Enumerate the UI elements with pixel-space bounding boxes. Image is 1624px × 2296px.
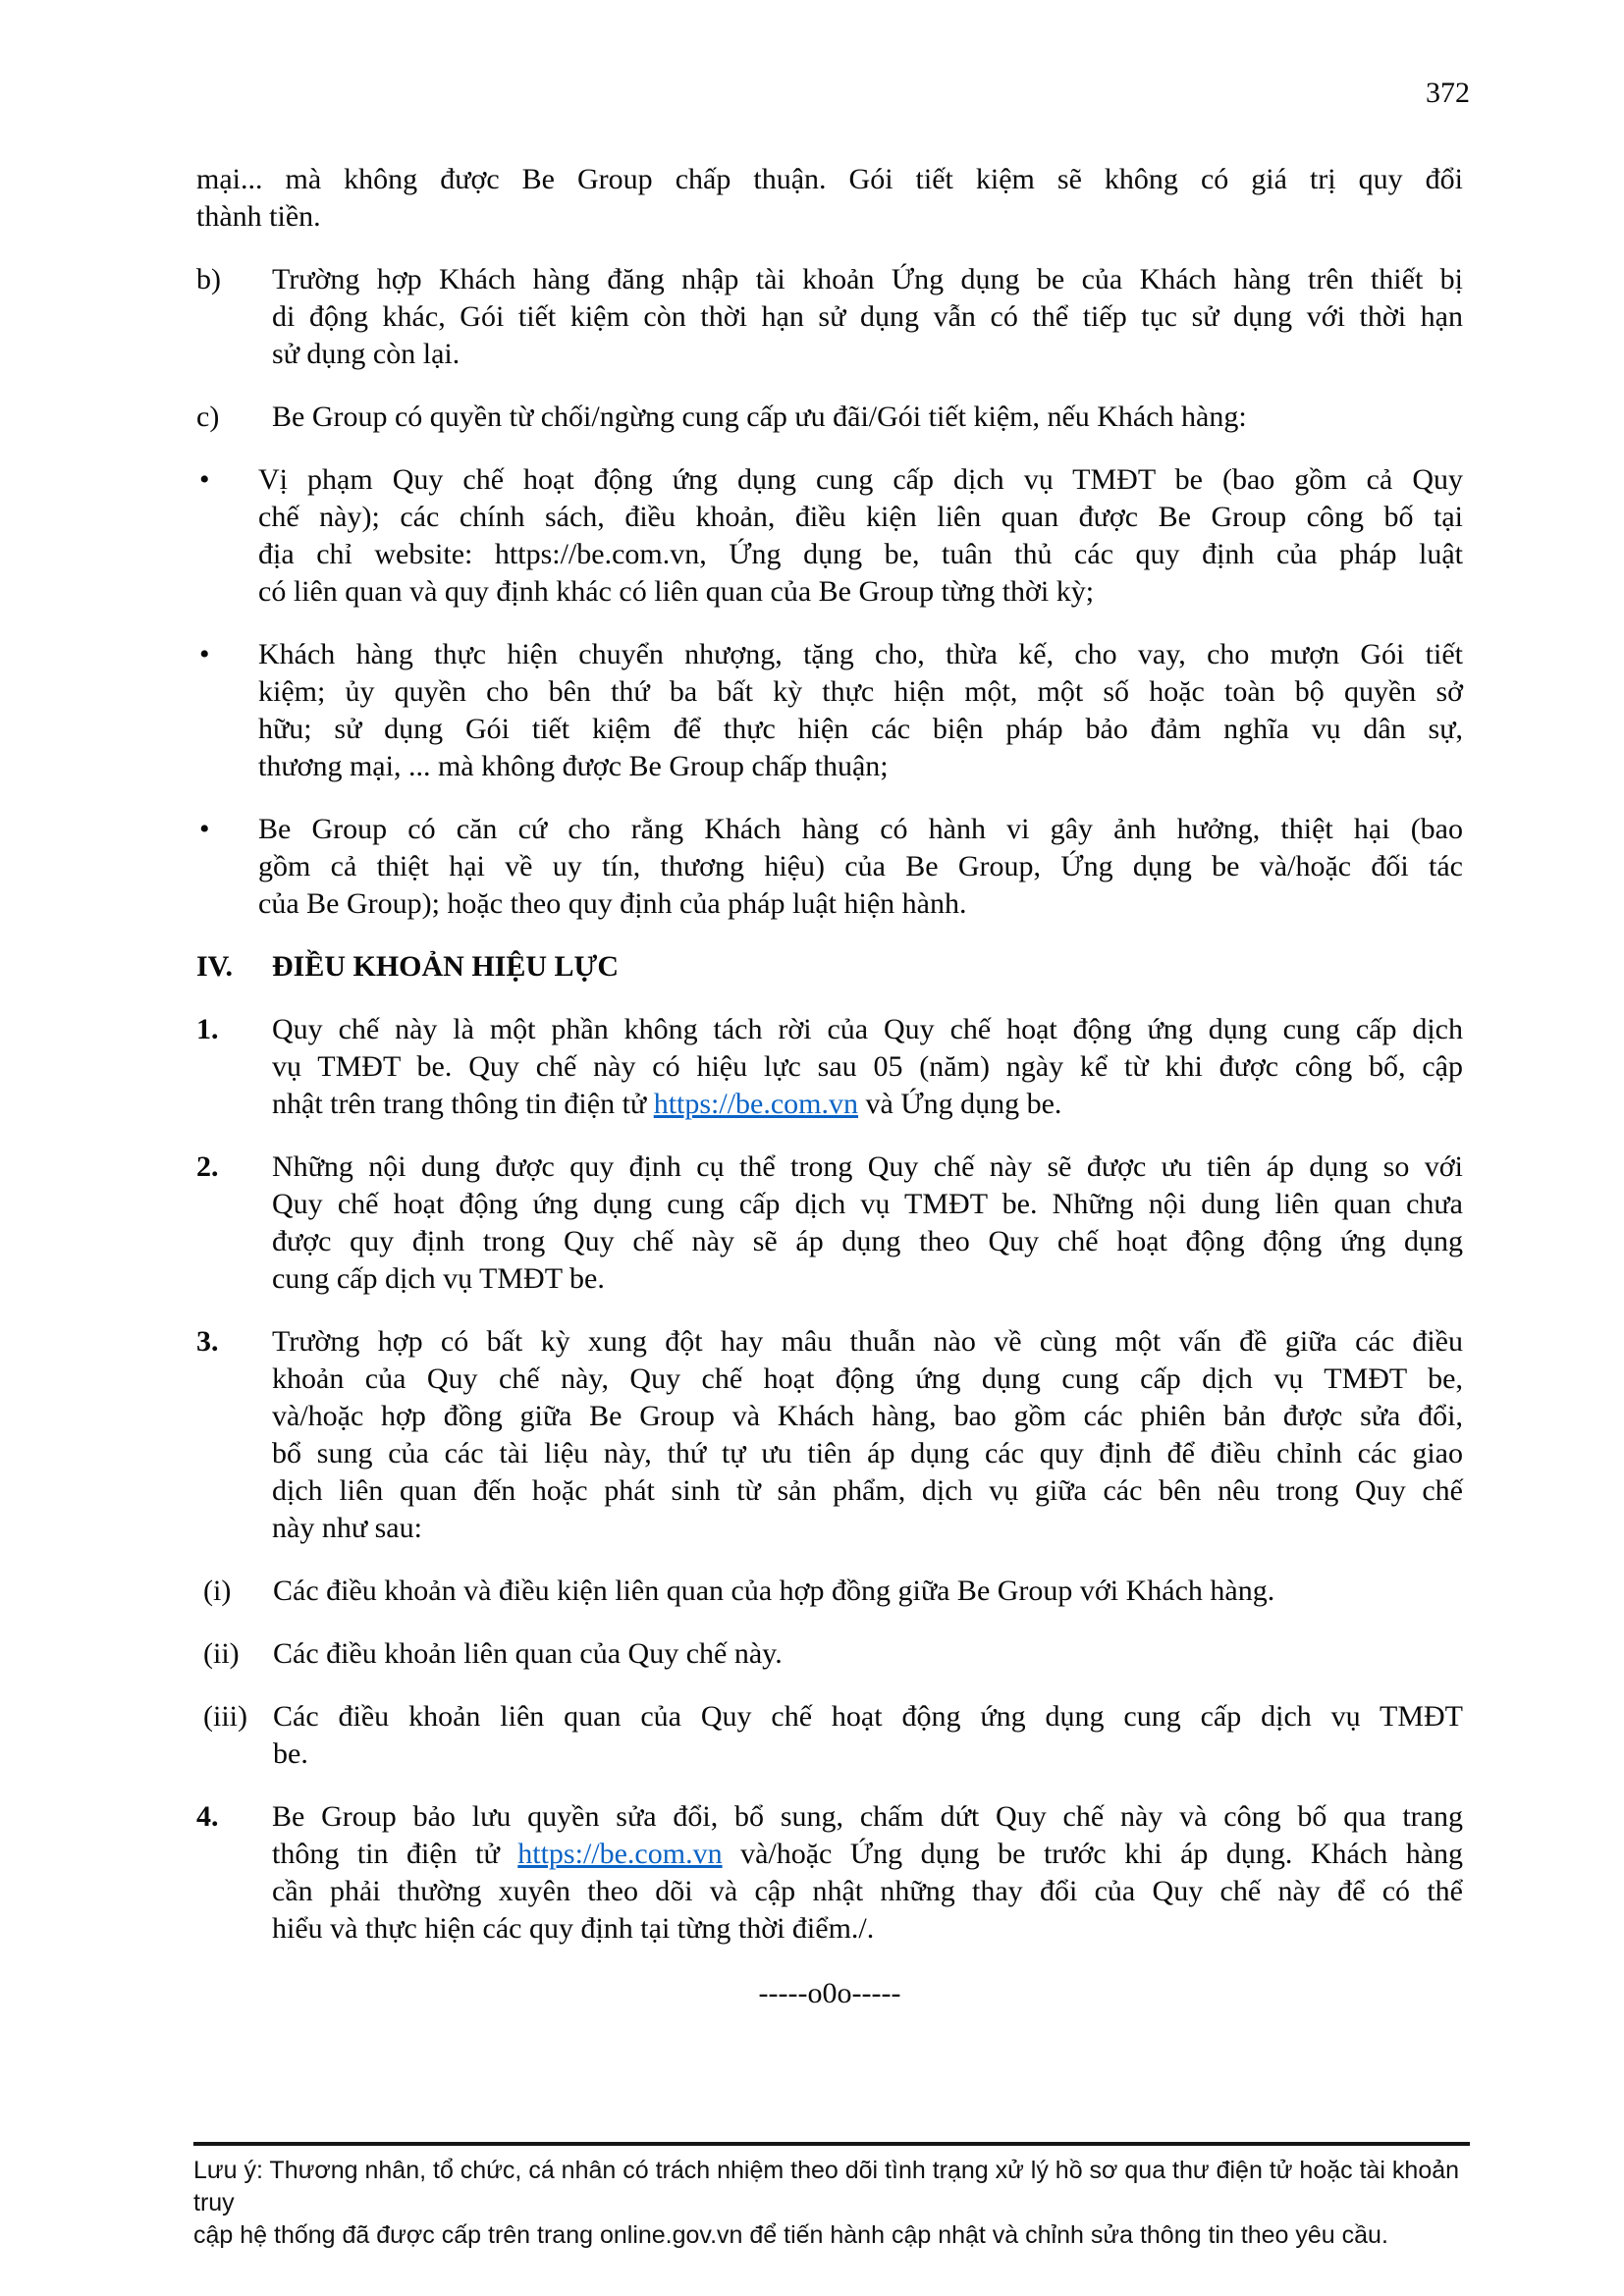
roman-subitem-ii (196, 1635, 1463, 1673)
page-footer (193, 2142, 1470, 2252)
text-line: cập hệ thống đã được cấp trên trang online.gov.vn để tiến hành cập nhật và chỉnh sửa thông tin theo yêu cầu. (193, 2221, 1388, 2249)
bullet-icon: • (199, 638, 210, 670)
item-text (272, 1148, 1463, 1298)
bullet-text (258, 636, 1463, 785)
item-text (272, 1798, 1463, 1948)
text-span: nhật trên trang thông tin điện tử (272, 1088, 654, 1120)
text-span: và/hoặc Ứng dụng be trước khi áp dụng. Khách hàng (722, 1838, 1464, 1870)
text-line: bổ sung của các tài liệu này, thứ tự ưu tiên áp dụng các quy định để điều chỉnh các giao (272, 1437, 1463, 1469)
text-line: và/hoặc hợp đồng giữa Be Group và Khách hàng, bao gồm các phiên bản được sửa đổi, (272, 1400, 1463, 1432)
text-line: Quy chế hoạt động ứng dụng cung cấp dịch vụ TMĐT be. Những nội dung liên quan chưa (272, 1188, 1463, 1220)
subitem-text (273, 1573, 1463, 1610)
numbered-item-4 (196, 1798, 1463, 1948)
text-line: khoản của Quy chế này, Quy chế hoạt động ứng dụng cung cấp dịch vụ TMĐT be, (272, 1362, 1463, 1395)
end-separator: -----o0o----- (758, 1977, 901, 2009)
subitem-label: (iii) (203, 1700, 247, 1733)
footer-note (193, 2155, 1470, 2252)
text-line: Be Group có quyền từ chối/ngừng cung cấp ưu đãi/Gói tiết kiệm, nếu Khách hàng: (272, 400, 1247, 433)
text-line: dịch liên quan đến hoặc phát sinh từ sản phẩm, dịch vụ giữa các bên nêu trong Quy chế (272, 1474, 1463, 1507)
item-text (272, 1011, 1463, 1123)
lettered-item-b (196, 261, 1463, 373)
numbered-item-2 (196, 1148, 1463, 1298)
text-line: vụ TMĐT be. Quy chế này có hiệu lực sau 05 (năm) ngày kể từ khi được công bố, cập (272, 1050, 1463, 1083)
text-line: Khách hàng thực hiện chuyển nhượng, tặng cho, thừa kế, cho vay, cho mượn Gói tiết (258, 638, 1463, 670)
bullet-icon: • (199, 463, 210, 496)
item-number: 3. (196, 1325, 219, 1358)
item-text (272, 399, 1463, 436)
lettered-item-c (196, 399, 1463, 436)
bullet-item (196, 461, 1463, 611)
subitem-label: (ii) (203, 1637, 240, 1670)
text-line: cung cấp dịch vụ TMĐT be. (272, 1262, 605, 1295)
text-line: di động khác, Gói tiết kiệm còn thời hạn sử dụng vẫn có thể tiếp tục sử dụng với thời hạn (272, 300, 1463, 333)
bullet-text (258, 461, 1463, 611)
numbered-item-3 (196, 1323, 1463, 1547)
text-line: chế này); các chính sách, điều khoản, điều kiện liên quan được Be Group công bố tại (258, 501, 1463, 533)
text-line: thành tiền. (196, 200, 321, 233)
text-line: Trường hợp Khách hàng đăng nhập tài khoản Ứng dụng be của Khách hàng trên thiết bị (272, 263, 1463, 295)
text-line: Các điều khoản liên quan của Quy chế hoạt động ứng dụng cung cấp dịch vụ TMĐT (273, 1700, 1463, 1733)
text-line: của Be Group); hoặc theo quy định của pháp luật hiện hành. (258, 887, 967, 920)
text-line: Các điều khoản liên quan của Quy chế này. (273, 1637, 783, 1670)
paragraph-continuation (196, 161, 1463, 236)
subitem-text (273, 1698, 1463, 1773)
item-text (272, 1323, 1463, 1547)
section-heading-numeral: IV. (196, 950, 233, 983)
text-line: sử dụng còn lại. (272, 338, 460, 370)
text-line (272, 1836, 1463, 1873)
text-line: địa chỉ website: https://be.com.vn, Ứng dụng be, tuân thủ các quy định của pháp luật (258, 538, 1463, 570)
hyperlink-be-com-vn[interactable]: https://be.com.vn (517, 1838, 723, 1870)
text-line: thương mại, ... mà không được Be Group chấp thuận; (258, 750, 889, 782)
item-label: b) (196, 263, 221, 295)
hyperlink-be-com-vn[interactable]: https://be.com.vn (653, 1088, 859, 1120)
text-line: này như sau: (272, 1512, 422, 1544)
section-heading (196, 948, 1463, 986)
page-number: 372 (1426, 77, 1470, 109)
text-line: Những nội dung được quy định cụ thể trong Quy chế này sẽ được ưu tiên áp dụng so với (272, 1150, 1463, 1183)
text-line: be. (273, 1737, 308, 1770)
text-line: mại... mà không được Be Group chấp thuận. Gói tiết kiệm sẽ không có giá trị quy đổi (196, 163, 1463, 195)
text-line (272, 1086, 1463, 1123)
numbered-item-1 (196, 1011, 1463, 1123)
bullet-item (196, 811, 1463, 923)
text-line: Các điều khoản và điều kiện liên quan của hợp đồng giữa Be Group với Khách hàng. (273, 1575, 1275, 1607)
item-number: 4. (196, 1800, 219, 1833)
text-span: thông tin điện tử (272, 1838, 518, 1870)
subitem-text (273, 1635, 1463, 1673)
text-line: Be Group có căn cứ cho rằng Khách hàng có hành vi gây ảnh hưởng, thiệt hại (bao (258, 813, 1463, 845)
text-span: và Ứng dụng be. (858, 1088, 1062, 1120)
text-line: có liên quan và quy định khác có liên quan của Be Group từng thời kỳ; (258, 575, 1095, 608)
item-text (272, 261, 1463, 373)
section-heading-title: ĐIỀU KHOẢN HIỆU LỰC (272, 950, 620, 983)
subitem-label: (i) (203, 1575, 232, 1607)
text-line: được quy định trong Quy chế này sẽ áp dụng theo Quy chế hoạt động động ứng dụng (272, 1225, 1463, 1257)
text-line: hiểu và thực hiện các quy định tại từng thời điểm./. (272, 1912, 875, 1945)
text-line: Quy chế này là một phần không tách rời của Quy chế hoạt động ứng dụng cung cấp dịch (272, 1013, 1463, 1045)
item-number: 2. (196, 1150, 219, 1183)
text-line: Trường hợp có bất kỳ xung đột hay mâu thuẫn nào về cùng một vấn đề giữa các điều (272, 1325, 1463, 1358)
roman-subitem-iii (196, 1698, 1463, 1773)
document-body (196, 161, 1463, 2012)
text-line: hữu; sử dụng Gói tiết kiệm để thực hiện các biện pháp bảo đảm nghĩa vụ dân sự, (258, 713, 1463, 745)
text-line: gồm cả thiệt hại về uy tín, thương hiệu) của Be Group, Ứng dụng be và/hoặc đối tác (258, 850, 1463, 882)
text-line: Vị phạm Quy chế hoạt động ứng dụng cung cấp dịch vụ TMĐT be (bao gồm cả Quy (258, 463, 1463, 496)
item-number: 1. (196, 1013, 219, 1045)
text-line: Lưu ý: Thương nhân, tổ chức, cá nhân có trách nhiệm theo dõi tình trạng xử lý hồ sơ qua thư điện tử hoặc tài khoản truy (193, 2157, 1460, 2216)
item-label: c) (196, 400, 220, 433)
text-line: kiệm; ủy quyền cho bên thứ ba bất kỳ thực hiện một, một số hoặc toàn bộ quyền sở (258, 675, 1463, 708)
bullet-text (258, 811, 1463, 923)
bullet-icon: • (199, 813, 210, 845)
text-line: cần phải thường xuyên theo dõi và cập nhật những thay đổi của Quy chế này để có thể (272, 1875, 1463, 1907)
roman-subitem-i (196, 1573, 1463, 1610)
text-line: Be Group bảo lưu quyền sửa đổi, bổ sung, chấm dứt Quy chế này và công bố qua trang (272, 1800, 1463, 1833)
bullet-item (196, 636, 1463, 785)
